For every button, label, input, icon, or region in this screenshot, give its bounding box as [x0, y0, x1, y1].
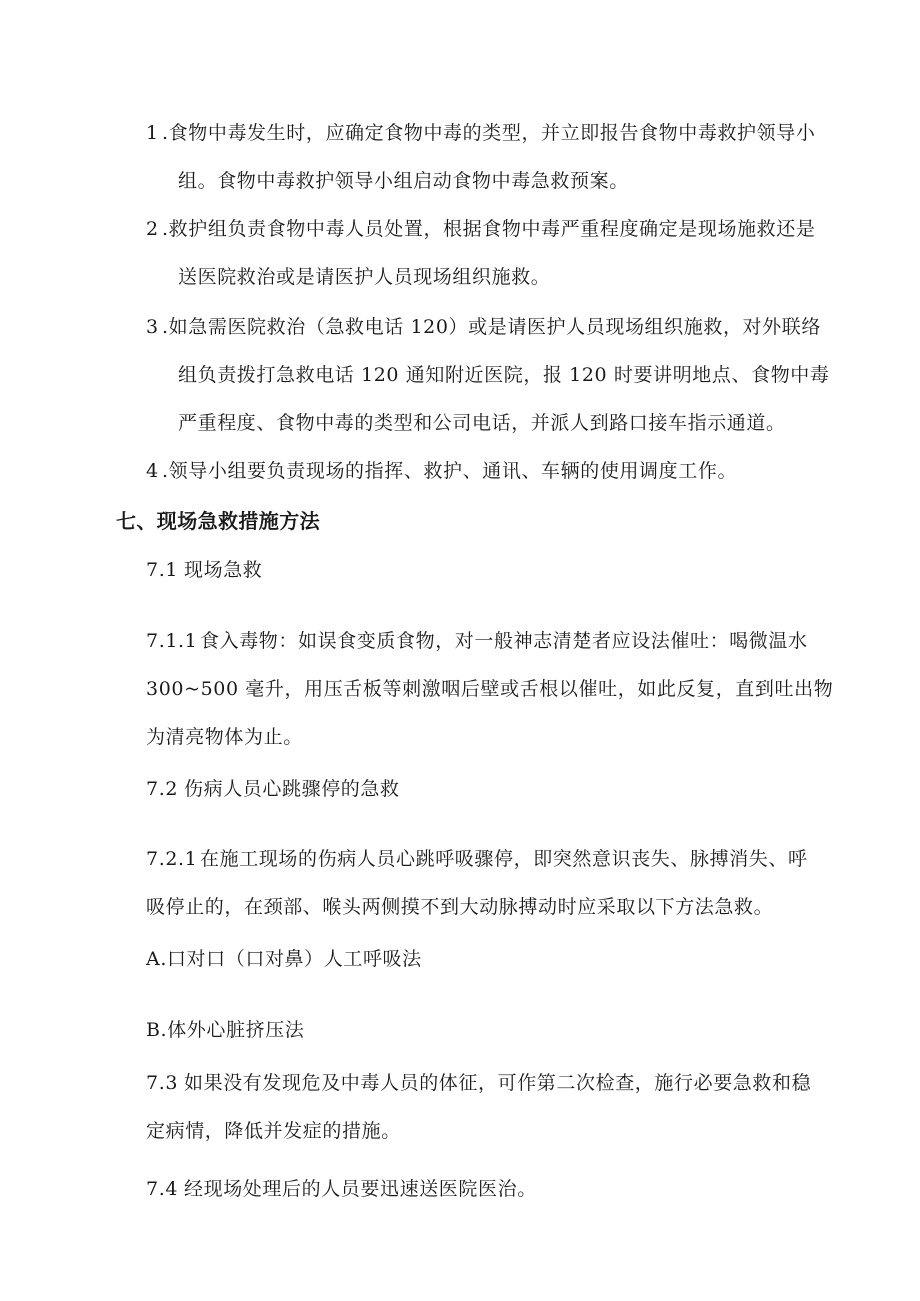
list-item-text: .食物中毒发生时，应确定食物中毒的类型，并立即报告食物中毒救护领导小	[162, 122, 816, 144]
list-item-number: 2	[146, 218, 159, 240]
list-item-text: .如急需医院救治（急救电话 120）或是请医护人员现场组织施救，对外联络	[162, 316, 821, 338]
subsection-number: 7.1	[146, 559, 179, 581]
subsection-title: 现场急救	[184, 559, 263, 581]
list-item-text-continued: 送医院救治或是请医护人员现场组织施救。	[178, 266, 551, 288]
list-item-text-continued: 组负责拨打急救电话 120 通知附近医院，报 120 时要讲明地点、食物中毒	[178, 364, 830, 386]
subsection-number: 7.2.1	[146, 848, 198, 870]
list-item-text: .救护组负责食物中毒人员处置，根据食物中毒严重程度确定是现场施救还是	[162, 218, 816, 240]
subsection-number: 7.2	[146, 778, 179, 800]
subsection-number: 7.1.1	[146, 630, 198, 652]
list-item-text-continued: 严重程度、食物中毒的类型和公司电话，并派人到路口接车指示通道。	[178, 412, 786, 434]
paragraph-text: 食入毒物：如误食变质食物，对一般神志清楚者应设法催吐：喝微温水	[200, 630, 808, 652]
method-b: B.体外心脏挤压法	[146, 1019, 305, 1041]
list-item-number: 4	[146, 460, 159, 482]
list-item-text-continued: 组。食物中毒救护领导小组启动食物中毒急救预案。	[178, 170, 629, 192]
list-item-number: 3	[146, 316, 159, 338]
section-heading: 七、现场急救措施方法	[116, 509, 320, 533]
paragraph-text: 如果没有发现危及中毒人员的体征，可作第二次检查，施行必要急救和稳	[184, 1072, 812, 1094]
paragraph-text: 定病情，降低并发症的措施。	[146, 1120, 401, 1142]
paragraph-text: 经现场处理后的人员要迅速送医院医治。	[184, 1178, 537, 1200]
subsection-title: 伤病人员心跳骤停的急救	[184, 778, 400, 800]
paragraph-text: 300~500 毫升，用压舌板等刺激咽后壁或舌根以催吐，如此反复，直到吐出物	[146, 678, 834, 700]
list-item-text: .领导小组要负责现场的指挥、救护、通讯、车辆的使用调度工作。	[162, 460, 738, 482]
paragraph-text: 为清亮物体为止。	[146, 726, 303, 748]
paragraph-text: 吸停止的，在颈部、喉头两侧摸不到大动脉搏动时应采取以下方法急救。	[146, 896, 774, 918]
list-item-number: 1	[146, 122, 159, 144]
subsection-number: 7.3	[146, 1072, 179, 1094]
subsection-number: 7.4	[146, 1178, 179, 1200]
paragraph-text: 在施工现场的伤病人员心跳呼吸骤停，即突然意识丧失、脉搏消失、呼	[200, 848, 808, 870]
method-a: A.口对口（口对鼻）人工呼吸法	[146, 948, 422, 970]
